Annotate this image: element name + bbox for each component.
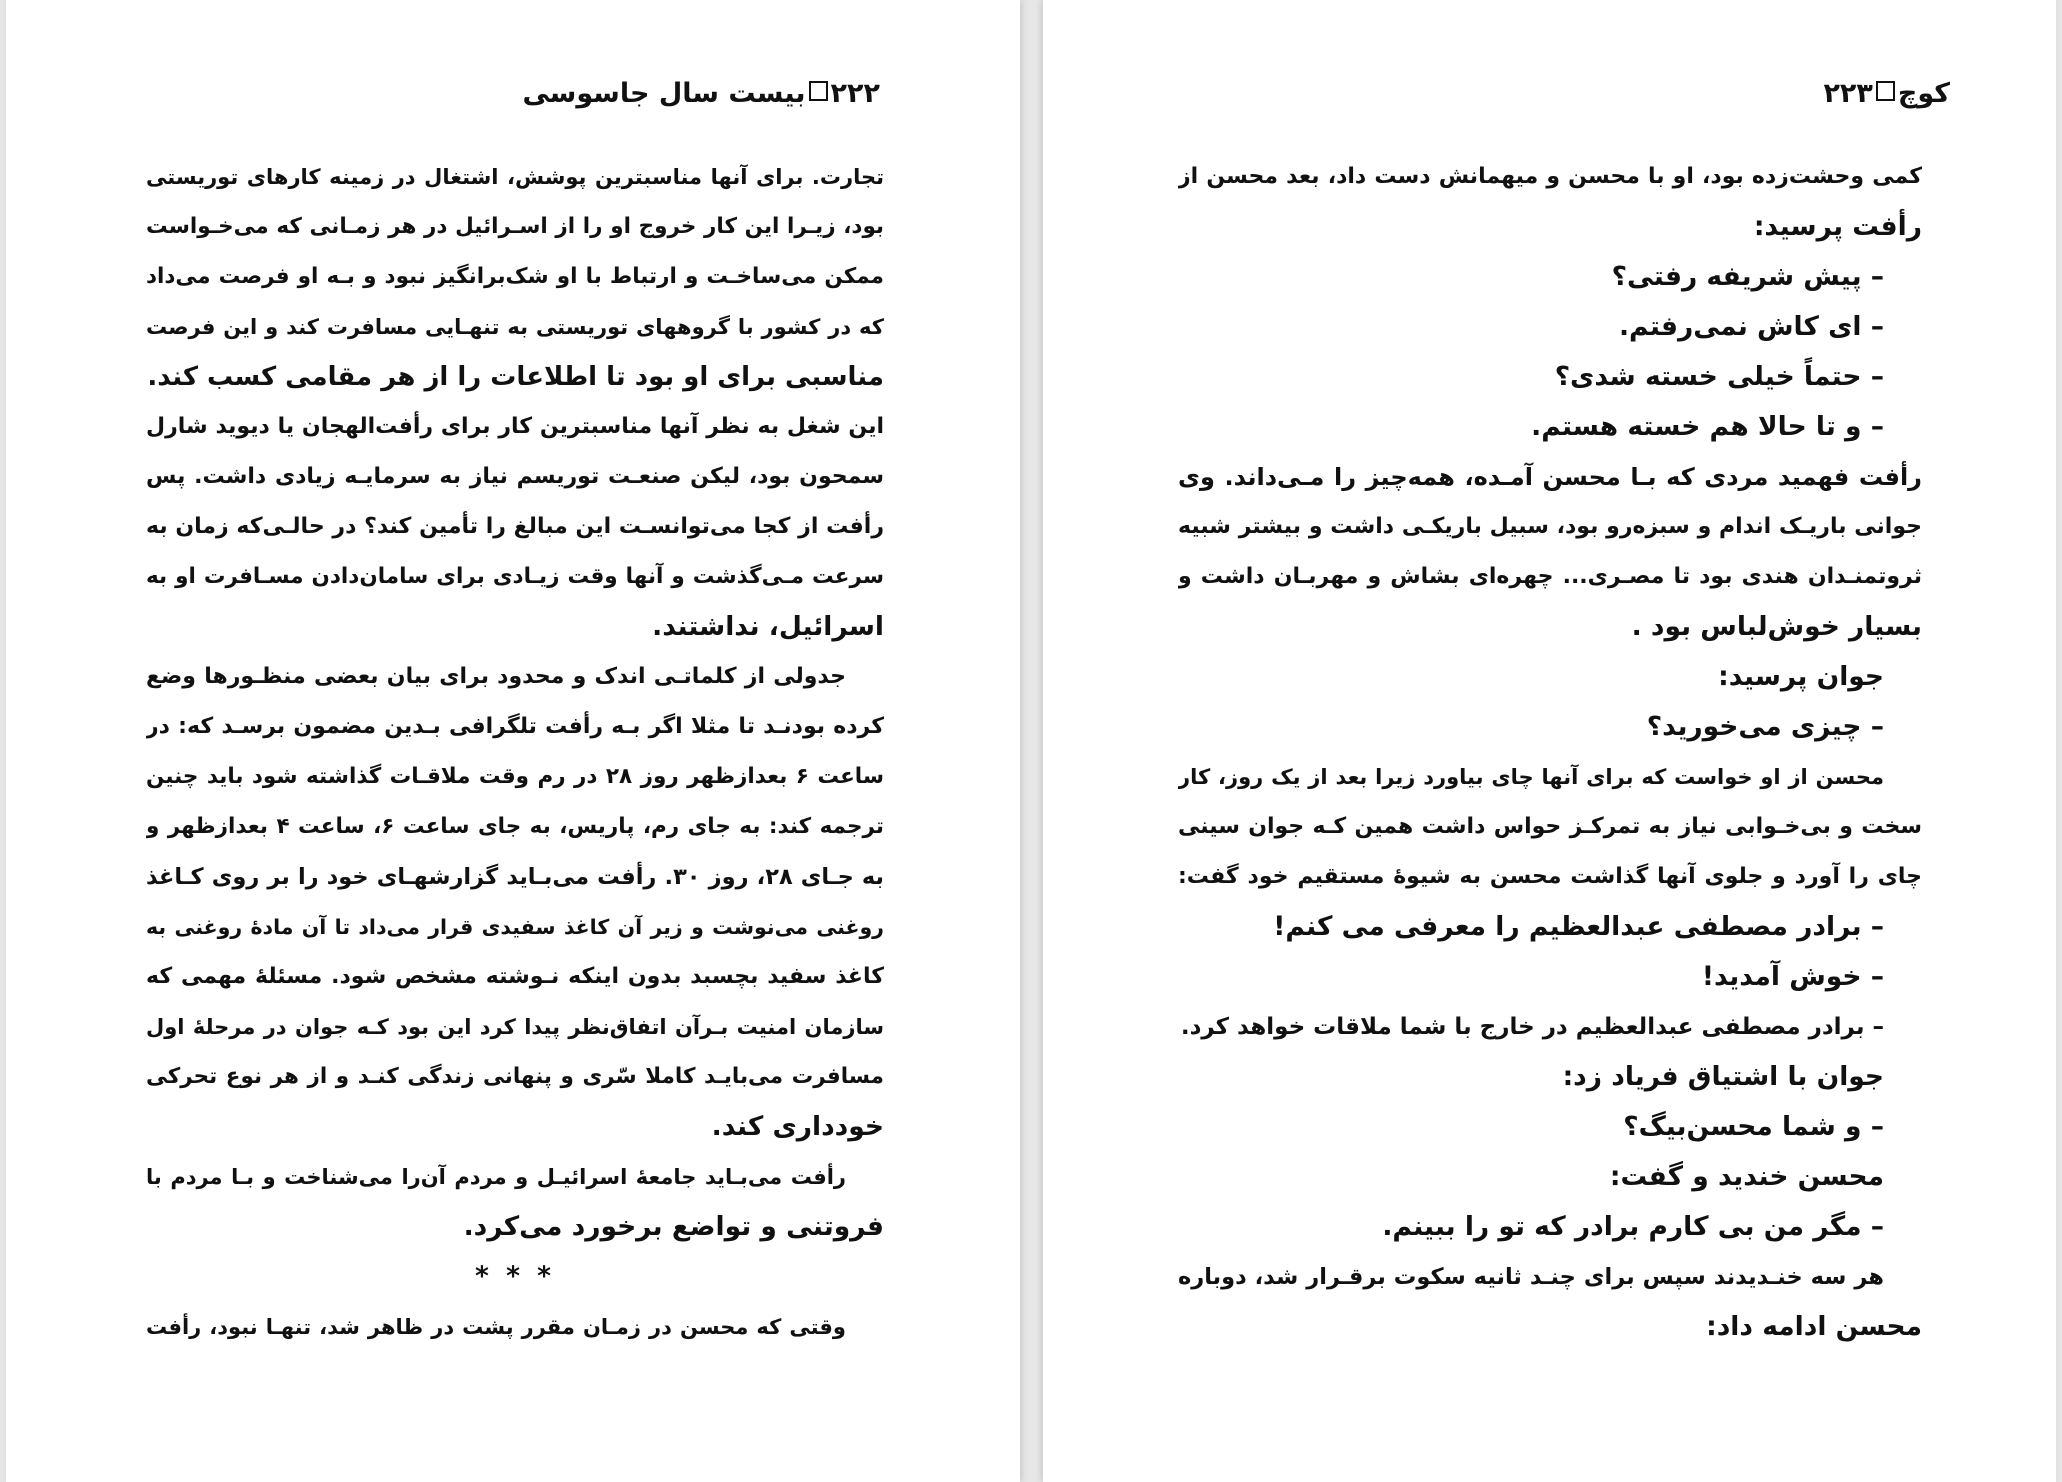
text-line: محسن خندید و گفت: (1609, 1161, 1884, 1192)
text-line: – برادر مصطفی عبدالعظیم را معرفی می کنم! (1273, 911, 1884, 942)
text-line: رأفت می‌بـاید جامعهٔ اسرائیـل و مردم آن‌را می‌شناخت و بـا مردم با (146, 1165, 846, 1189)
text-line: – مگر من بی کارم برادر که تو را ببینم. (1382, 1211, 1884, 1242)
text-line: اسرائیل، نداشتند. (652, 611, 884, 642)
text-line: جوان با اشتیاق فریاد زد: (1562, 1061, 1884, 1092)
text-line: – حتماً خیلی خسته شدی؟ (1554, 361, 1884, 392)
right-page-number: ۲۲۳ (1823, 78, 1873, 109)
text-line: بسیار خوش‌لباس بود . (1631, 611, 1922, 642)
text-line: – پیش شریفه رفتی؟ (1611, 261, 1884, 292)
text-line: بود، زیـرا این کار خروج او را از اسـرائیل در هر زمـانی که می‌خـواست (146, 214, 884, 239)
text-line: محسن از او خواست که برای آنها چای بیاورد زیرا بعد از یک روز، کار (1178, 765, 1884, 789)
text-line: ممکن می‌ساخـت و ارتباط با او شک‌برانگیز نبود و بـه او فرصت می‌داد (146, 264, 884, 289)
text-line: جوان پرسید: (1718, 661, 1884, 692)
text-line: این شغل به نظر آنها مناسبترین کار برای رأفت‌الهجان یا دیوید شارل (146, 414, 884, 439)
text-line: کاغذ سفید بچسبد بدون اینکه نـوشته مشخص شود. مسئلهٔ مهمی که (146, 964, 884, 989)
text-line: مناسبی برای او بود تا اطلاعات را از هر مقامی کسب کند. (147, 362, 884, 392)
text-line: – برادر مصطفی عبدالعظیم در خارج با شما ملاقات خواهد کرد. (1180, 1014, 1884, 1040)
left-page-running-title: بیست سال جاسوسی (522, 78, 806, 109)
text-line: که در کشور با گروههای توریستی به تنهـایی مسافرت کند و این فرصت (146, 315, 884, 339)
text-line: سخت و بی‌خـوابی نیاز به تمرکـز حواس داشت همین کـه جوان سینی (1178, 814, 1922, 839)
text-line: کمی وحشت‌زده بود، او با محسن و میهمانش دست داد، بعد محسن از (1178, 164, 1922, 189)
left-page-header (522, 78, 880, 109)
text-line: ساعت ۶ بعدازظهر روز ۲۸ در رم وقت ملاقـات گذاشته شود باید چنین (146, 764, 884, 789)
text-line: رأفت از کجا می‌توانسـت این مبالغ را تأمین کند؟ در حالـی‌که زمان به (146, 514, 884, 539)
text-line: جوانی باریـک اندام و سبزه‌رو بود، سبیل باریکـی داشت و بیشتر شبیه (1178, 514, 1922, 539)
text-line: – و شما محسن‌بیگ؟ (1623, 1111, 1884, 1142)
text-line: مسافرت می‌بایـد کاملا سّری و پنهانی زندگی کنـد و از هر نوع تحرکی (146, 1064, 884, 1089)
right-page-header (1823, 78, 1950, 109)
text-line: سازمان امنیت بـرآن اتفاق‌نظر پیدا کرد این بود کـه جوان در مرحلهٔ اول (146, 1015, 884, 1039)
text-line: ثروتمنـدان هندی بود تا مصـری... چهره‌ای بشاش و مهربـان داشت و (1178, 564, 1922, 589)
left-page-number: ۲۲۲ (830, 78, 880, 109)
text-line: ترجمه کند: به جای رم، پاریس، به جای ساعت ۶، ساعت ۴ بعدازظهر و (146, 814, 884, 839)
section-separator: * * * (474, 1261, 556, 1292)
left-page (6, 0, 1020, 1482)
text-line: چای را آورد و جلوی آنها گذاشت محسن به شیوهٔ مستقیم خود گفت: (1178, 864, 1922, 889)
text-line: – و تا حالا هم خسته هستم. (1531, 411, 1884, 442)
text-line: – ای کاش نمی‌رفتم. (1618, 311, 1884, 342)
text-line: محسن ادامه داد: (1706, 1311, 1922, 1342)
left-page-body (146, 152, 884, 1352)
text-line: وقتی که محسن در زمـان مقرر پشت در ظاهر شد، تنهـا نبود، رأفت (146, 1315, 846, 1339)
text-line: – چیزی می‌خورید؟ (1646, 711, 1884, 742)
text-line: به جـای ۲۸، روز ۳۰. رأفت می‌بـاید گزارشهـای خود را بر روی کـاغذ (146, 864, 884, 890)
right-page-running-title: کوچ (1897, 78, 1950, 109)
text-line: تجارت. برای آنها مناسبترین پوشش، اشتغال در زمینه کارهای توریستی (146, 165, 884, 189)
text-line: کرده بودنـد تا مثلا اگر بـه رأفت تلگرافی بـدین مضمون برسـد که: در (146, 714, 884, 739)
text-line: رأفت پرسید: (1753, 211, 1922, 242)
header-box-icon (1876, 81, 1895, 101)
text-line: سمحون بود، لیکن صنعـت توریسم نیاز به سرمایـه زیادی داشت. پس (146, 464, 884, 489)
text-line: – خوش آمدید! (1701, 961, 1884, 992)
header-box-icon (809, 81, 828, 101)
text-line: جدولی از کلماتـی اندک و محدود برای بیان بعضی منظـورها وضع (146, 664, 846, 689)
text-line: روغنی می‌نوشت و زیر آن کاغذ سفیدی قرار می‌داد تا آن مادهٔ روغنی به (146, 915, 884, 939)
text-line: فروتنی و تواضع برخورد می‌کرد. (463, 1211, 884, 1242)
text-line: سرعت مـی‌گذشت و آنها وقت زیـادی برای سامان‌دادن مسـافرت او به (146, 564, 884, 589)
text-line: هر سه خنـدیدند سپس برای چنـد ثانیه سکوت برقـرار شد، دوباره (1178, 1264, 1884, 1290)
text-line: رأفت فهمید مردی که بـا محسن آمـده، همه‌چیز را مـی‌داند. وی (1178, 463, 1922, 491)
right-page-body (1178, 152, 1922, 1352)
text-line: خودداری کند. (711, 1111, 884, 1142)
right-page (1043, 0, 2056, 1482)
